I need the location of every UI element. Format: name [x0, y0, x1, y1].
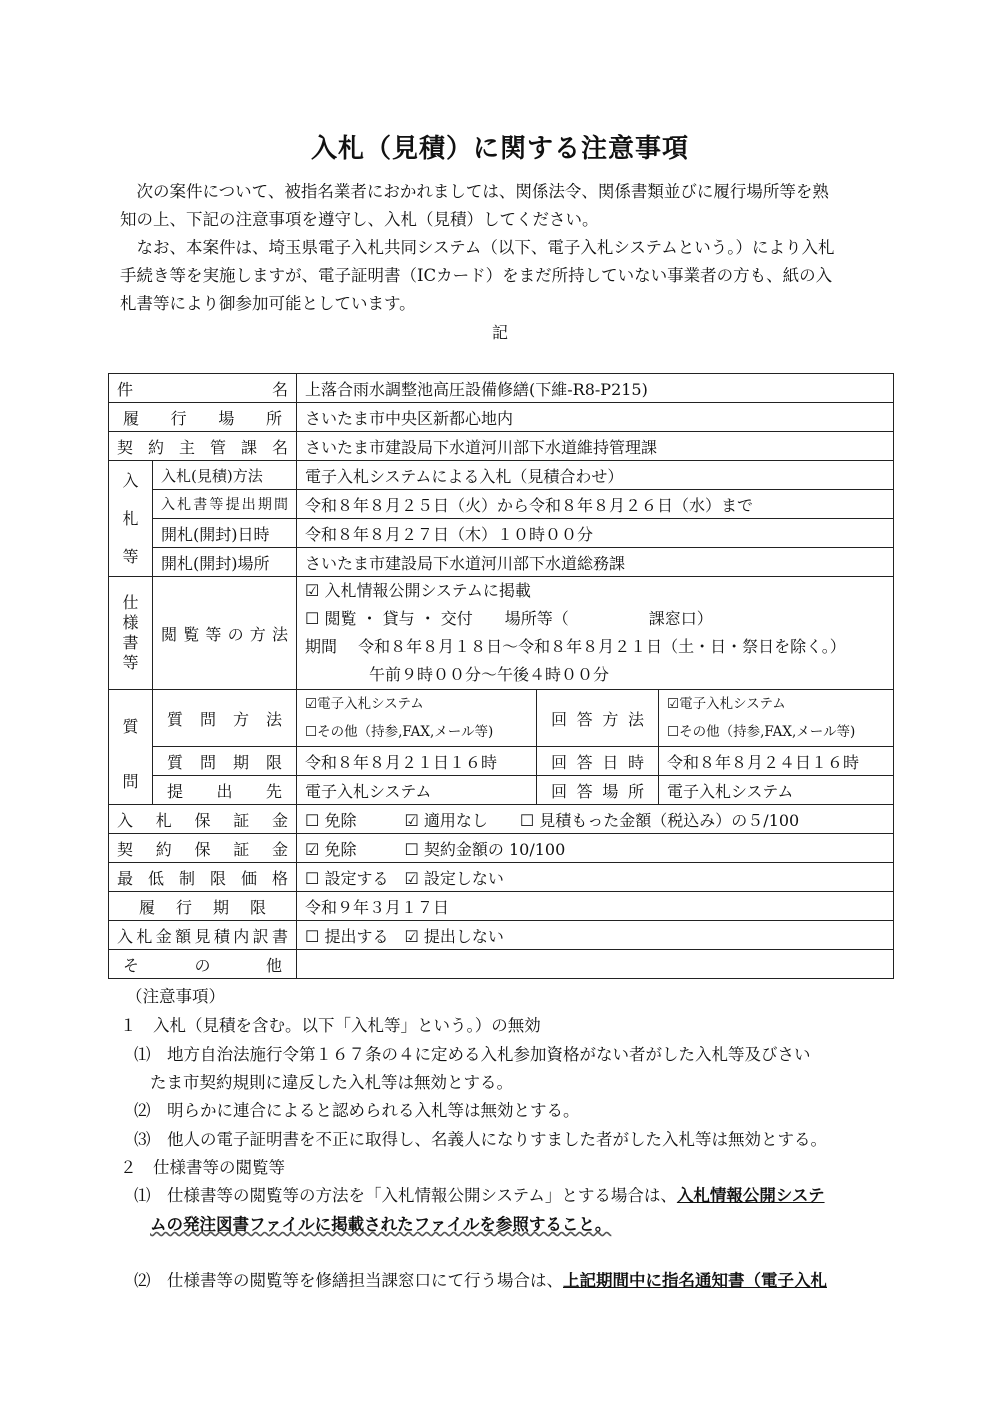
note-item [150, 1211, 611, 1235]
row-rikou-basho [109, 403, 894, 432]
label-kaisatsu-basho: 開札(開封)場所 [153, 548, 297, 577]
label-uchiwake: 入札金額見積内訳書 [109, 921, 297, 950]
group-char: 入 [122, 470, 139, 490]
note-item: ⑶ 他人の電子証明書を不正に取得し、名義人になりすました者がした入札等は無効とする。 [134, 1130, 827, 1149]
value-shitsumon-houhou [297, 690, 537, 747]
row-houhou [109, 461, 894, 490]
note-underlined-text: 入札情報公開システ [676, 1186, 825, 1205]
option-line: ☑電子入札システム [305, 696, 424, 712]
value-kigen: 令和９年３月１７日 [297, 892, 894, 921]
group-shiyou [109, 577, 153, 690]
label-kikan: 入札書等提出期間 [153, 490, 297, 519]
option-line: ☐その他（持参,FAX,メール等) [305, 724, 494, 740]
group-shitsumon [109, 690, 153, 805]
value-sonota [297, 950, 894, 979]
intro-line: 次の案件について、被指名業者におかれましては、関係法令、関係書類並びに履行場所等を熟 [120, 182, 829, 201]
row-kikan [109, 490, 894, 519]
page-title: 入札（見積）に関する注意事項 [310, 134, 689, 164]
label-kaitou-basho: 回答場所 [537, 776, 659, 805]
row-kaisatsu-nichiji [109, 519, 894, 548]
group-char: 等 [122, 653, 139, 672]
label-saitei: 最低制限価格 [109, 863, 297, 892]
value-uchiwake: ☐ 提出する ☑ 提出しない [297, 921, 894, 950]
note-item: ⑴ 地方自治法施行令第１６７条の４に定める入札参加資格がない者がした入札等及びさい [134, 1045, 811, 1064]
etsuran-line: ☐ 閲覧 ・ 貸与 ・ 交付 場所等（ 課窓口） [305, 609, 713, 628]
row-keiyaku-hoshou [109, 834, 894, 863]
row-shitsumon-kigen [109, 747, 894, 776]
row-hoshou [109, 805, 894, 834]
group-char: 等 [122, 546, 139, 566]
label-kaisatsu-nichiji: 開札(開封)日時 [153, 519, 297, 548]
etsuran-line: 午前９時００分～午後４時００分 [369, 665, 610, 684]
value-keiyaku-hoshou: ☑ 免除 ☐ 契約金額の 10/100 [297, 834, 894, 863]
value-etsuran [297, 577, 894, 690]
row-shitsumon-houhou [109, 690, 894, 747]
note-item: たま市契約規則に違反した入札等は無効とする。 [150, 1073, 513, 1092]
etsuran-line: ☑ 入札情報公開システムに掲載 [305, 581, 531, 600]
value-kaitou-basho: 電子入札システム [659, 776, 894, 805]
row-etsuran [109, 577, 894, 690]
value-kikan: 令和８年８月２５日（火）から令和８年８月２６日（水）まで [297, 490, 894, 519]
bid-info-table [108, 373, 894, 979]
value-kenmei: 上落合雨水調整池高圧設備修繕(下維-R8-P215) [297, 374, 894, 403]
option-line: ☐その他（持参,FAX,メール等) [667, 724, 856, 740]
label-kaitou-houhou: 回答方法 [537, 690, 659, 747]
group-char: 仕 [122, 593, 139, 612]
value-houhou: 電子入札システムによる入札（見積合わせ） [297, 461, 894, 490]
value-saitei: ☐ 設定する ☑ 設定しない [297, 863, 894, 892]
row-keiyaku-ka [109, 432, 894, 461]
note-underlined-text: 上記期間中に指名通知書（電子入札 [563, 1271, 827, 1290]
note-item [134, 1267, 827, 1291]
note-item: ⑵ 明らかに連合によると認められる入札等は無効とする。 [134, 1101, 580, 1120]
option-line: ☑電子入札システム [667, 696, 786, 712]
value-kaitou-houhou [659, 690, 894, 747]
value-shitsumon-kigen: 令和８年８月２１日１６時 [297, 747, 537, 776]
ki-heading: 記 [491, 323, 508, 342]
row-sonota [109, 950, 894, 979]
value-keiyaku-ka: さいたま市建設局下水道河川部下水道維持管理課 [297, 432, 894, 461]
row-saitei [109, 863, 894, 892]
row-kenmei [109, 374, 894, 403]
label-shitsumon-houhou: 質問方法 [153, 690, 297, 747]
group-char: 質 [122, 717, 139, 736]
label-houhou: 入札(見積)方法 [153, 461, 297, 490]
label-kigen: 履行期限 [109, 892, 297, 921]
label-etsuran: 閲覧等の方法 [153, 577, 297, 690]
group-char: 様 [122, 613, 139, 632]
label-sonota: その他 [109, 950, 297, 979]
label-keiyaku-ka: 契約主管課名 [109, 432, 297, 461]
intro-paragraph-1 [120, 178, 890, 234]
row-uchiwake [109, 921, 894, 950]
intro-line: 知の上、下記の注意事項を遵守し、入札（見積）してください。 [120, 210, 599, 229]
note-item [134, 1182, 825, 1206]
notes-heading: （注意事項） [126, 987, 225, 1006]
note-text: ⑵ 仕様書等の閲覧等を修繕担当課窓口にて行う場合は、 [134, 1271, 563, 1290]
label-keiyaku-hoshou: 契約保証金 [109, 834, 297, 863]
value-kaisatsu-nichiji: 令和８年８月２７日（木）１０時００分 [297, 519, 894, 548]
row-teishutsu [109, 776, 894, 805]
row-kaisatsu-basho [109, 548, 894, 577]
value-hoshou: ☐ 免除 ☑ 適用なし ☐ 見積もった金額（税込み）の５/100 [297, 805, 894, 834]
label-shitsumon-kigen: 質問期限 [153, 747, 297, 776]
group-nyusatsu [109, 461, 153, 577]
note-item: ２ 仕様書等の閲覧等 [120, 1158, 285, 1177]
intro-line: 札書等により御参加可能としています。 [120, 294, 416, 313]
label-rikou-basho: 履行場所 [109, 403, 297, 432]
etsuran-line: 期間 令和８年８月１８日～令和８年８月２１日（土・日・祭日を除く。） [305, 637, 846, 656]
value-teishutsu: 電子入札システム [297, 776, 537, 805]
intro-line: 手続き等を実施しますが、電子証明書（ICカード）をまだ所持していない事業者の方も、紙の入 [120, 266, 833, 285]
label-kaitou-nichiji: 回答日時 [537, 747, 659, 776]
group-char: 書 [122, 633, 139, 652]
row-kigen [109, 892, 894, 921]
group-char: 問 [122, 772, 139, 791]
value-kaitou-nichiji: 令和８年８月２４日１６時 [659, 747, 894, 776]
note-item: １ 入札（見積を含む。以下「入札等」という。）の無効 [120, 1016, 541, 1035]
value-rikou-basho: さいたま市中央区新都心地内 [297, 403, 894, 432]
note-underlined-text: ムの発注図書ファイルに掲載されたファイルを参照すること。 [150, 1215, 612, 1234]
intro-line: なお、本案件は、埼玉県電子入札共同システム（以下、電子入札システムという。）により入札 [120, 238, 835, 257]
note-text: ⑴ 仕様書等の閲覧等の方法を「入札情報公開システム」とする場合は、 [134, 1186, 677, 1205]
intro-paragraph-2 [120, 234, 890, 318]
value-kaisatsu-basho: さいたま市建設局下水道河川部下水道総務課 [297, 548, 894, 577]
label-teishutsu: 提出先 [153, 776, 297, 805]
group-char: 札 [122, 508, 139, 528]
label-kenmei: 件名 [109, 374, 297, 403]
label-hoshou: 入札保証金 [109, 805, 297, 834]
